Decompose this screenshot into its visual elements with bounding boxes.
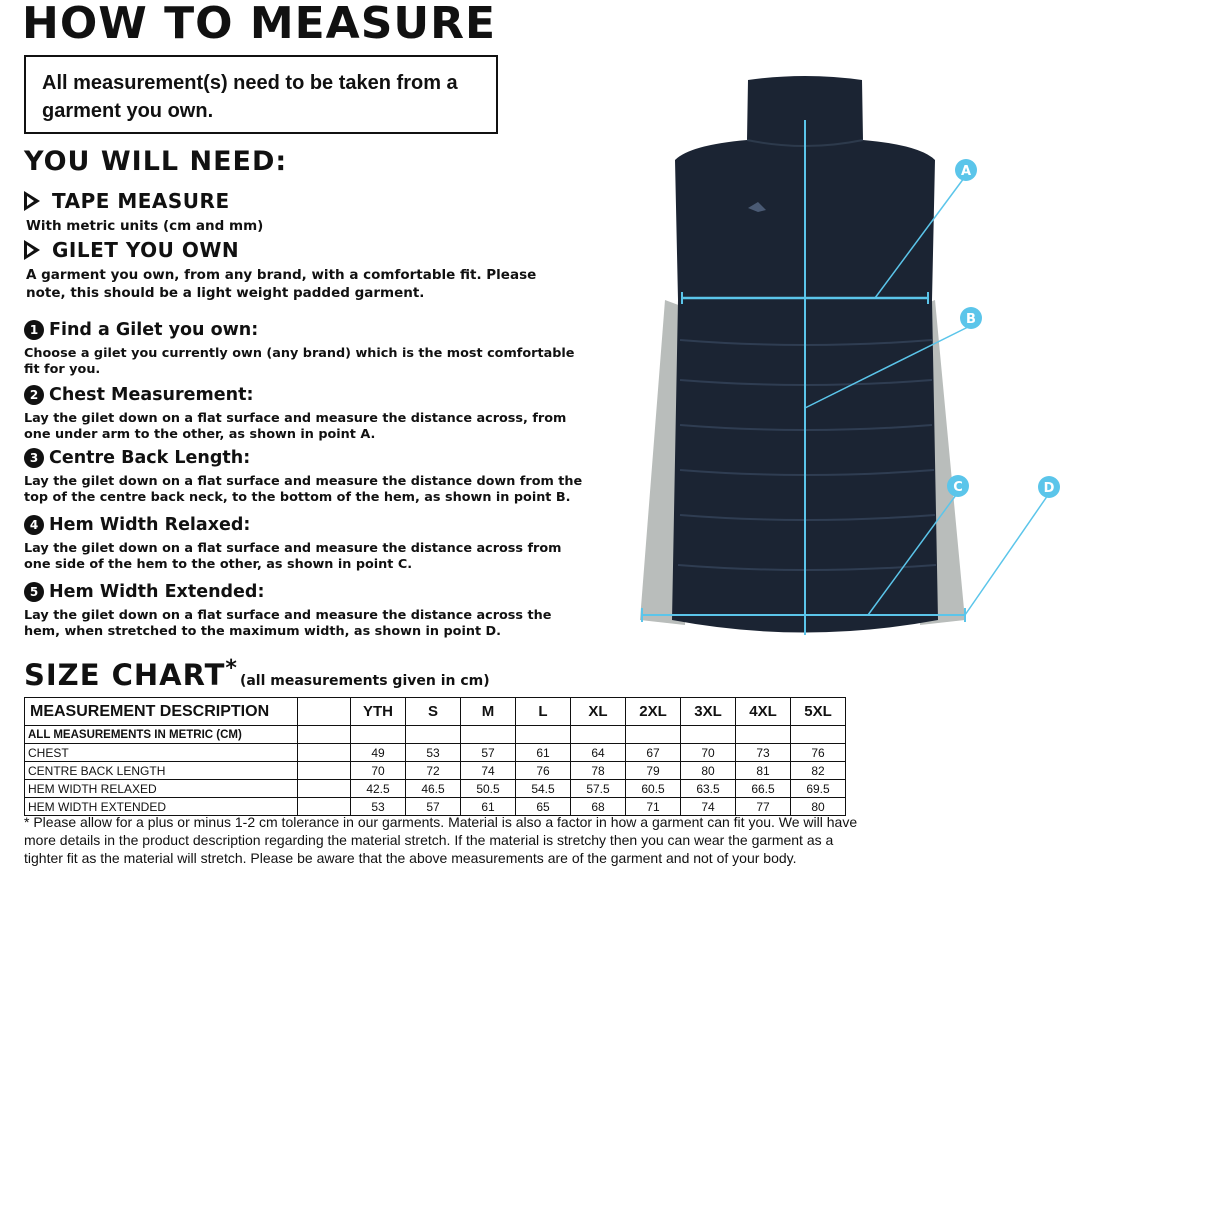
row-label: CHEST [25,744,298,762]
step-body: Choose a gilet you currently own (any brand) which is the most comfortable fit for you. [24,346,575,377]
table-cell: 50.5 [461,780,516,798]
point-d-marker [1038,476,1060,498]
point-a-label: A [960,164,972,179]
step-number-badge: 1 [24,320,44,340]
table-header-size: S [406,698,461,726]
table-header-row [25,698,846,726]
table-cell: 80 [791,798,846,816]
table-cell: 76 [791,744,846,762]
table-header-size: XL [571,698,626,726]
step-number-badge: 5 [24,582,44,602]
size-chart-heading [24,658,490,692]
size-chart-star: * [225,656,237,681]
table-cell: 74 [461,762,516,780]
table-cell: 53 [406,744,461,762]
table-cell: 63.5 [681,780,736,798]
table-cell: 82 [791,762,846,780]
table-cell: 70 [351,762,406,780]
step-body: Lay the gilet down on a flat surface and measure the distance down from the top of the centre back neck, to the bottom of the hem, as shown in point B. [24,474,583,505]
step-chest [24,385,584,443]
size-chart-table [24,697,846,816]
need-item-gilet [24,238,566,302]
table-cell: 61 [516,744,571,762]
size-chart-footnote: * Please allow for a plus or minus 1-2 cm tolerance in our garments. Material is also a factor in how a garment can fit you. We will have more details in the product description regarding the material stretch. If the material is stretchy then you can wear the garment as a tighter fit as the material will stretch. Please be aware that the above measurements are of the garment and not of your body. [24,814,858,866]
table-header-size: 4XL [736,698,791,726]
table-cell: 64 [571,744,626,762]
table-cell: 79 [626,762,681,780]
table-row [25,780,846,798]
need-item-tape-measure [24,189,566,235]
table-cell: 61 [461,798,516,816]
point-b-label: B [966,312,976,327]
table-cell: 66.5 [736,780,791,798]
table-cell: 77 [736,798,791,816]
table-cell: 49 [351,744,406,762]
need-item-label: TAPE MEASURE [52,189,230,213]
table-header-size: L [516,698,571,726]
row-label: HEM WIDTH EXTENDED [25,798,298,816]
size-chart-subtitle: (all measurements given in cm) [239,673,490,689]
table-cell: 69.5 [791,780,846,798]
point-d-label: D [1043,481,1055,496]
gilet-diagram [620,60,1080,650]
table-header-size: 5XL [791,698,846,726]
table-cell: 78 [571,762,626,780]
table-cell: 60.5 [626,780,681,798]
table-cell: 57 [461,744,516,762]
table-subheader-row [25,726,846,744]
step-number-badge: 3 [24,448,44,468]
point-b-marker [960,307,982,329]
step-number-badge: 2 [24,385,44,405]
play-triangle-icon [24,191,40,211]
point-a-marker [955,159,977,181]
table-cell: 73 [736,744,791,762]
table-header-size: 3XL [681,698,736,726]
you-will-need-heading: YOU WILL NEED: [24,146,288,177]
table-cell: 57.5 [571,780,626,798]
table-cell: 46.5 [406,780,461,798]
table-cell: 53 [351,798,406,816]
table-row [25,744,846,762]
table-cell: 81 [736,762,791,780]
step-number-badge: 4 [24,515,44,535]
size-chart-title: SIZE CHART [24,658,226,692]
step-body: Lay the gilet down on a flat surface and measure the distance across, from one under arm to the other, as shown in point A. [24,411,567,442]
table-subheader-label: ALL MEASUREMENTS IN METRIC (CM) [25,726,298,744]
table-cell: 80 [681,762,736,780]
point-c-label: C [953,480,963,495]
step-title: Centre Back Length: [49,448,251,468]
step-hem-relaxed [24,515,584,573]
row-label: CENTRE BACK LENGTH [25,762,298,780]
step-hem-extended [24,582,584,640]
table-cell: 74 [681,798,736,816]
table-cell: 70 [681,744,736,762]
step-title: Find a Gilet you own: [49,320,259,340]
need-item-description: A garment you own, from any brand, with a comfortable fit. Please note, this should be a light weight padded garment. [26,267,537,301]
table-header-description: MEASUREMENT DESCRIPTION [25,698,298,726]
page-title: HOW TO MEASURE [22,0,497,49]
table-header-size: YTH [351,698,406,726]
step-title: Hem Width Extended: [49,582,265,602]
table-header-blank [298,698,351,726]
play-triangle-icon [24,240,40,260]
table-cell: 76 [516,762,571,780]
notice-box: All measurement(s) need to be taken from a garment you own. [24,55,498,134]
row-label: HEM WIDTH RELAXED [25,780,298,798]
step-body: Lay the gilet down on a flat surface and measure the distance across the hem, when stretched to the maximum width, as shown in point D. [24,608,552,639]
table-cell: 65 [516,798,571,816]
table-cell: 42.5 [351,780,406,798]
table-cell: 54.5 [516,780,571,798]
need-item-description: With metric units (cm and mm) [26,218,264,234]
table-cell: 71 [626,798,681,816]
table-row [25,762,846,780]
table-cell: 68 [571,798,626,816]
step-body: Lay the gilet down on a flat surface and measure the distance across from one side of the hem to the other, as shown in point C. [24,541,562,572]
table-header-size: 2XL [626,698,681,726]
step-find-gilet [24,320,584,378]
step-centre-back [24,448,584,506]
table-header-size: M [461,698,516,726]
step-title: Chest Measurement: [49,385,254,405]
table-cell: 57 [406,798,461,816]
point-c-marker [947,475,969,497]
table-cell: 67 [626,744,681,762]
need-item-label: GILET YOU OWN [52,238,240,262]
table-cell: 72 [406,762,461,780]
step-title: Hem Width Relaxed: [49,515,251,535]
